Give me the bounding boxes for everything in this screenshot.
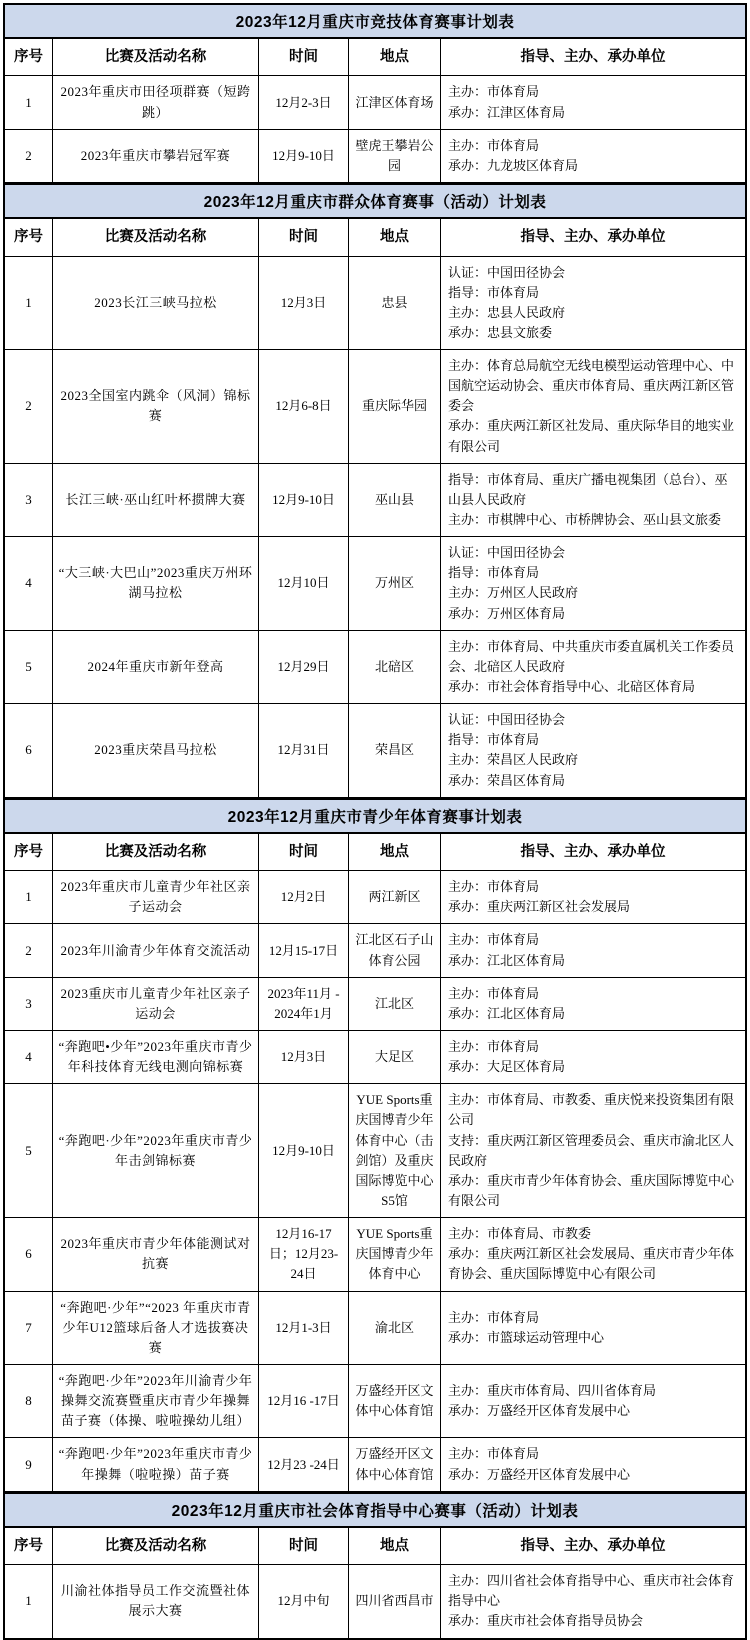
event-place-cell: YUE Sports重庆国博青少年体育中心（击剑馆）及重庆国际博览中心S5馆	[349, 1084, 441, 1218]
column-header: 地点	[349, 219, 441, 256]
row-number-cell: 4	[5, 537, 53, 631]
event-name-cell: “奔跑吧·少年”“2023 年重庆市青少年U12篮球后备人才选拔赛决赛	[53, 1292, 259, 1365]
event-place-cell: 江北区	[349, 978, 441, 1031]
organizers-cell	[441, 350, 745, 464]
organizers-cell	[441, 1292, 745, 1365]
table-row	[5, 1031, 745, 1084]
column-header: 比赛及活动名称	[53, 834, 259, 871]
organizers-cell	[441, 871, 745, 924]
organizer-line: 主办：市棋牌中心、市桥牌协会、巫山县文旅委	[448, 512, 722, 528]
organizer-line: 支持：重庆两江新区管理委员会、重庆市渝北区人民政府	[448, 1132, 735, 1168]
organizer-line: 承办：万盛经开区体育发展中心	[448, 1466, 631, 1482]
event-time-cell: 12月中旬	[259, 1565, 349, 1637]
row-number-cell: 9	[5, 1438, 53, 1491]
organizers-cell	[441, 464, 745, 537]
organizer-line: 主办：市体育局、中共重庆市委直属机关工作委员会、北碚区人民政府	[448, 638, 735, 674]
event-name-cell: 2023年重庆市儿童青少年社区亲子运动会	[53, 871, 259, 924]
event-place-cell: 渝北区	[349, 1292, 441, 1365]
event-place-cell: 江津区体育场	[349, 76, 441, 129]
table-row	[5, 978, 745, 1031]
table-row	[5, 1218, 745, 1291]
organizer-line: 承办：重庆市青少年体育协会、重庆国际博览中心有限公司	[448, 1172, 735, 1209]
organizers-cell	[441, 631, 745, 704]
organizer-line: 承办：荣昌区体育局	[448, 772, 566, 788]
column-header: 序号	[5, 39, 53, 76]
row-number-cell: 6	[5, 1218, 53, 1291]
event-time-cell: 12月16 -17日	[259, 1365, 349, 1438]
table-row	[5, 1438, 745, 1491]
organizers-cell	[441, 257, 745, 351]
event-place-cell: 两江新区	[349, 871, 441, 924]
organizer-line: 认证：中国田径协会	[448, 545, 566, 561]
event-time-cell: 12月9-10日	[259, 464, 349, 537]
event-name-cell: “奔跑吧•少年”2023年重庆市青少年科技体育无线电测向锦标赛	[53, 1031, 259, 1084]
column-header: 指导、主办、承办单位	[441, 219, 745, 256]
organizer-line: 指导：市体育局	[448, 284, 540, 300]
table-row	[5, 1365, 745, 1438]
row-number-cell: 2	[5, 924, 53, 977]
event-place-cell: 万州区	[349, 537, 441, 631]
organizer-line: 承办：九龙坡区体育局	[448, 157, 579, 173]
organizer-line: 主办：市体育局	[448, 932, 540, 948]
column-header: 时间	[259, 1528, 349, 1565]
event-name-cell: 2023重庆荣昌马拉松	[53, 704, 259, 798]
table-row	[5, 1292, 745, 1365]
organizer-line: 承办：市社会体育指导中心、北碚区体育局	[448, 679, 696, 695]
event-time-cell: 12月31日	[259, 704, 349, 798]
column-header: 序号	[5, 219, 53, 256]
organizer-line: 主办：市体育局	[448, 1446, 540, 1462]
event-name-cell: 2023年重庆市攀岩冠军赛	[53, 130, 259, 183]
organizer-line: 承办：重庆两江新区社会发展局	[448, 899, 631, 915]
column-header: 时间	[259, 834, 349, 871]
row-number-cell: 3	[5, 464, 53, 537]
event-place-cell: 江北区石子山体育公园	[349, 924, 441, 977]
organizer-line: 主办：市体育局	[448, 137, 540, 153]
table-row	[5, 631, 745, 704]
table-header-row	[5, 39, 745, 76]
event-place-cell: 壁虎王攀岩公园	[349, 130, 441, 183]
organizer-line: 主办：体育总局航空无线电模型运动管理中心、中国航空运动协会、重庆市体育局、重庆两江新区管委会	[448, 358, 735, 414]
organizer-line: 主办：市体育局	[448, 1039, 540, 1055]
organizer-line: 指导：市体育局	[448, 732, 540, 748]
table-header-row	[5, 834, 745, 871]
table-row	[5, 537, 745, 631]
organizers-cell	[441, 978, 745, 1031]
row-number-cell: 1	[5, 76, 53, 129]
organizer-line: 主办：重庆市体育局、四川省体育局	[448, 1383, 657, 1399]
organizer-line: 指导：市体育局、重庆广播电视集团（总台）、巫山县人民政府	[448, 471, 728, 507]
table-row	[5, 130, 745, 183]
event-time-cell: 12月1-3日	[259, 1292, 349, 1365]
event-place-cell: 万盛经开区文体中心体育馆	[349, 1438, 441, 1491]
event-place-cell: 荣昌区	[349, 704, 441, 798]
organizer-line: 主办：荣昌区人民政府	[448, 752, 579, 768]
event-time-cell: 12月9-10日	[259, 1084, 349, 1218]
event-name-cell: 2023年重庆市青少年体能测试对抗赛	[53, 1218, 259, 1291]
section-title: 2023年12月重庆市竞技体育赛事计划表	[5, 5, 745, 39]
row-number-cell: 7	[5, 1292, 53, 1365]
plan-tables	[3, 3, 747, 1640]
organizers-cell	[441, 1218, 745, 1291]
organizers-cell	[441, 1031, 745, 1084]
event-time-cell: 12月2-3日	[259, 76, 349, 129]
row-number-cell: 2	[5, 130, 53, 183]
organizer-line: 承办：市篮球运动管理中心	[448, 1329, 605, 1345]
table-header-row	[5, 219, 745, 256]
event-name-cell: “奔跑吧·少年”2023年川渝青少年操舞交流赛暨重庆市青少年操舞苗子赛（体操、啦啦操幼儿组）	[53, 1365, 259, 1438]
organizer-line: 承办：江北区体育局	[448, 952, 566, 968]
row-number-cell: 2	[5, 350, 53, 464]
event-name-cell: “奔跑吧·少年”2023年重庆市青少年操舞（啦啦操）苗子赛	[53, 1438, 259, 1491]
organizer-line: 主办：四川省社会体育指导中心、重庆市社会体育指导中心	[448, 1573, 735, 1609]
organizers-cell	[441, 1438, 745, 1491]
row-number-cell: 6	[5, 704, 53, 798]
event-name-cell: 2023年川渝青少年体育交流活动	[53, 924, 259, 977]
event-time-cell: 12月16-17日；12月23-24日	[259, 1218, 349, 1291]
row-number-cell: 1	[5, 257, 53, 351]
table-row	[5, 257, 745, 351]
event-time-cell: 12月23 -24日	[259, 1438, 349, 1491]
organizer-line: 主办：万州区人民政府	[448, 585, 579, 601]
table-row	[5, 350, 745, 464]
organizer-line: 认证：中国田径协会	[448, 264, 566, 280]
event-name-cell: “大三峡·大巴山”2023重庆万州环湖马拉松	[53, 537, 259, 631]
event-name-cell: 2023重庆市儿童青少年社区亲子运动会	[53, 978, 259, 1031]
event-name-cell: 长江三峡·巫山红叶杯掼牌大赛	[53, 464, 259, 537]
table-row	[5, 871, 745, 924]
organizers-cell	[441, 924, 745, 977]
event-place-cell: 重庆际华园	[349, 350, 441, 464]
row-number-cell: 3	[5, 978, 53, 1031]
plan-section	[5, 1492, 745, 1638]
event-place-cell: 北碚区	[349, 631, 441, 704]
row-number-cell: 1	[5, 1565, 53, 1637]
row-number-cell: 4	[5, 1031, 53, 1084]
organizers-cell	[441, 537, 745, 631]
organizer-line: 主办：市体育局	[448, 84, 540, 100]
column-header: 时间	[259, 39, 349, 76]
organizer-line: 承办：重庆市社会体育指导员协会	[448, 1613, 644, 1629]
event-place-cell: YUE Sports重庆国博青少年体育中心	[349, 1218, 441, 1291]
table-row	[5, 464, 745, 537]
row-number-cell: 5	[5, 1084, 53, 1218]
event-time-cell: 12月2日	[259, 871, 349, 924]
section-title: 2023年12月重庆市青少年体育赛事计划表	[5, 798, 745, 834]
organizer-line: 主办：市体育局、市教委	[448, 1226, 592, 1242]
event-time-cell: 12月9-10日	[259, 130, 349, 183]
organizer-line: 承办：江津区体育局	[448, 104, 566, 120]
column-header: 指导、主办、承办单位	[441, 834, 745, 871]
table-header-row	[5, 1528, 745, 1565]
table-row	[5, 1565, 745, 1637]
event-name-cell: 2023全国室内跳伞（风洞）锦标赛	[53, 350, 259, 464]
event-name-cell: “奔跑吧·少年”2023年重庆市青少年击剑锦标赛	[53, 1084, 259, 1218]
event-place-cell: 巫山县	[349, 464, 441, 537]
organizer-line: 指导：市体育局	[448, 565, 540, 581]
row-number-cell: 8	[5, 1365, 53, 1438]
event-time-cell: 12月15-17日	[259, 924, 349, 977]
event-time-cell: 2023年11月 - 2024年1月	[259, 978, 349, 1031]
organizer-line: 承办：重庆两江新区社发局、重庆际华目的地实业有限公司	[448, 418, 735, 454]
organizer-line: 认证：中国田径协会	[448, 712, 566, 728]
event-place-cell: 大足区	[349, 1031, 441, 1084]
organizer-line: 主办：市体育局	[448, 1309, 540, 1325]
row-number-cell: 1	[5, 871, 53, 924]
organizer-line: 承办：万盛经开区体育发展中心	[448, 1403, 631, 1419]
organizers-cell	[441, 130, 745, 183]
organizer-line: 承办：江北区体育局	[448, 1005, 566, 1021]
organizer-line: 承办：忠县文旅委	[448, 324, 553, 340]
event-name-cell: 2024年重庆市新年登高	[53, 631, 259, 704]
organizer-line: 主办：忠县人民政府	[448, 304, 566, 320]
column-header: 地点	[349, 39, 441, 76]
organizer-line: 承办：万州区体育局	[448, 605, 566, 621]
column-header: 序号	[5, 1528, 53, 1565]
table-row	[5, 704, 745, 798]
event-place-cell: 万盛经开区文体中心体育馆	[349, 1365, 441, 1438]
event-name-cell: 川渝社体指导员工作交流暨社体展示大赛	[53, 1565, 259, 1637]
event-name-cell: 2023年重庆市田径项群赛（短跨跳）	[53, 76, 259, 129]
table-row	[5, 924, 745, 977]
organizers-cell	[441, 704, 745, 798]
event-time-cell: 12月29日	[259, 631, 349, 704]
event-place-cell: 四川省西昌市	[349, 1565, 441, 1637]
column-header: 比赛及活动名称	[53, 219, 259, 256]
event-time-cell: 12月6-8日	[259, 350, 349, 464]
column-header: 指导、主办、承办单位	[441, 1528, 745, 1565]
plan-section	[5, 5, 745, 183]
event-time-cell: 12月3日	[259, 257, 349, 351]
organizer-line: 主办：市体育局	[448, 985, 540, 1001]
column-header: 比赛及活动名称	[53, 1528, 259, 1565]
organizer-line: 承办：大足区体育局	[448, 1059, 566, 1075]
column-header: 序号	[5, 834, 53, 871]
organizer-line: 主办：市体育局、市教委、重庆悦来投资集团有限公司	[448, 1092, 735, 1128]
column-header: 指导、主办、承办单位	[441, 39, 745, 76]
row-number-cell: 5	[5, 631, 53, 704]
section-title: 2023年12月重庆市社会体育指导中心赛事（活动）计划表	[5, 1492, 745, 1528]
plan-section	[5, 798, 745, 1492]
organizers-cell	[441, 1084, 745, 1218]
organizers-cell	[441, 1565, 745, 1637]
column-header: 时间	[259, 219, 349, 256]
event-time-cell: 12月3日	[259, 1031, 349, 1084]
section-title: 2023年12月重庆市群众体育赛事（活动）计划表	[5, 183, 745, 219]
plan-section	[5, 183, 745, 798]
table-row	[5, 76, 745, 129]
column-header: 比赛及活动名称	[53, 39, 259, 76]
event-name-cell: 2023长江三峡马拉松	[53, 257, 259, 351]
column-header: 地点	[349, 834, 441, 871]
organizers-cell	[441, 76, 745, 129]
table-row	[5, 1084, 745, 1218]
organizer-line: 主办：市体育局	[448, 879, 540, 895]
organizer-line: 承办：重庆两江新区社会发展局、重庆市青少年体育协会、重庆国际博览中心有限公司	[448, 1246, 735, 1282]
event-time-cell: 12月10日	[259, 537, 349, 631]
column-header: 地点	[349, 1528, 441, 1565]
event-place-cell: 忠县	[349, 257, 441, 351]
organizers-cell	[441, 1365, 745, 1438]
